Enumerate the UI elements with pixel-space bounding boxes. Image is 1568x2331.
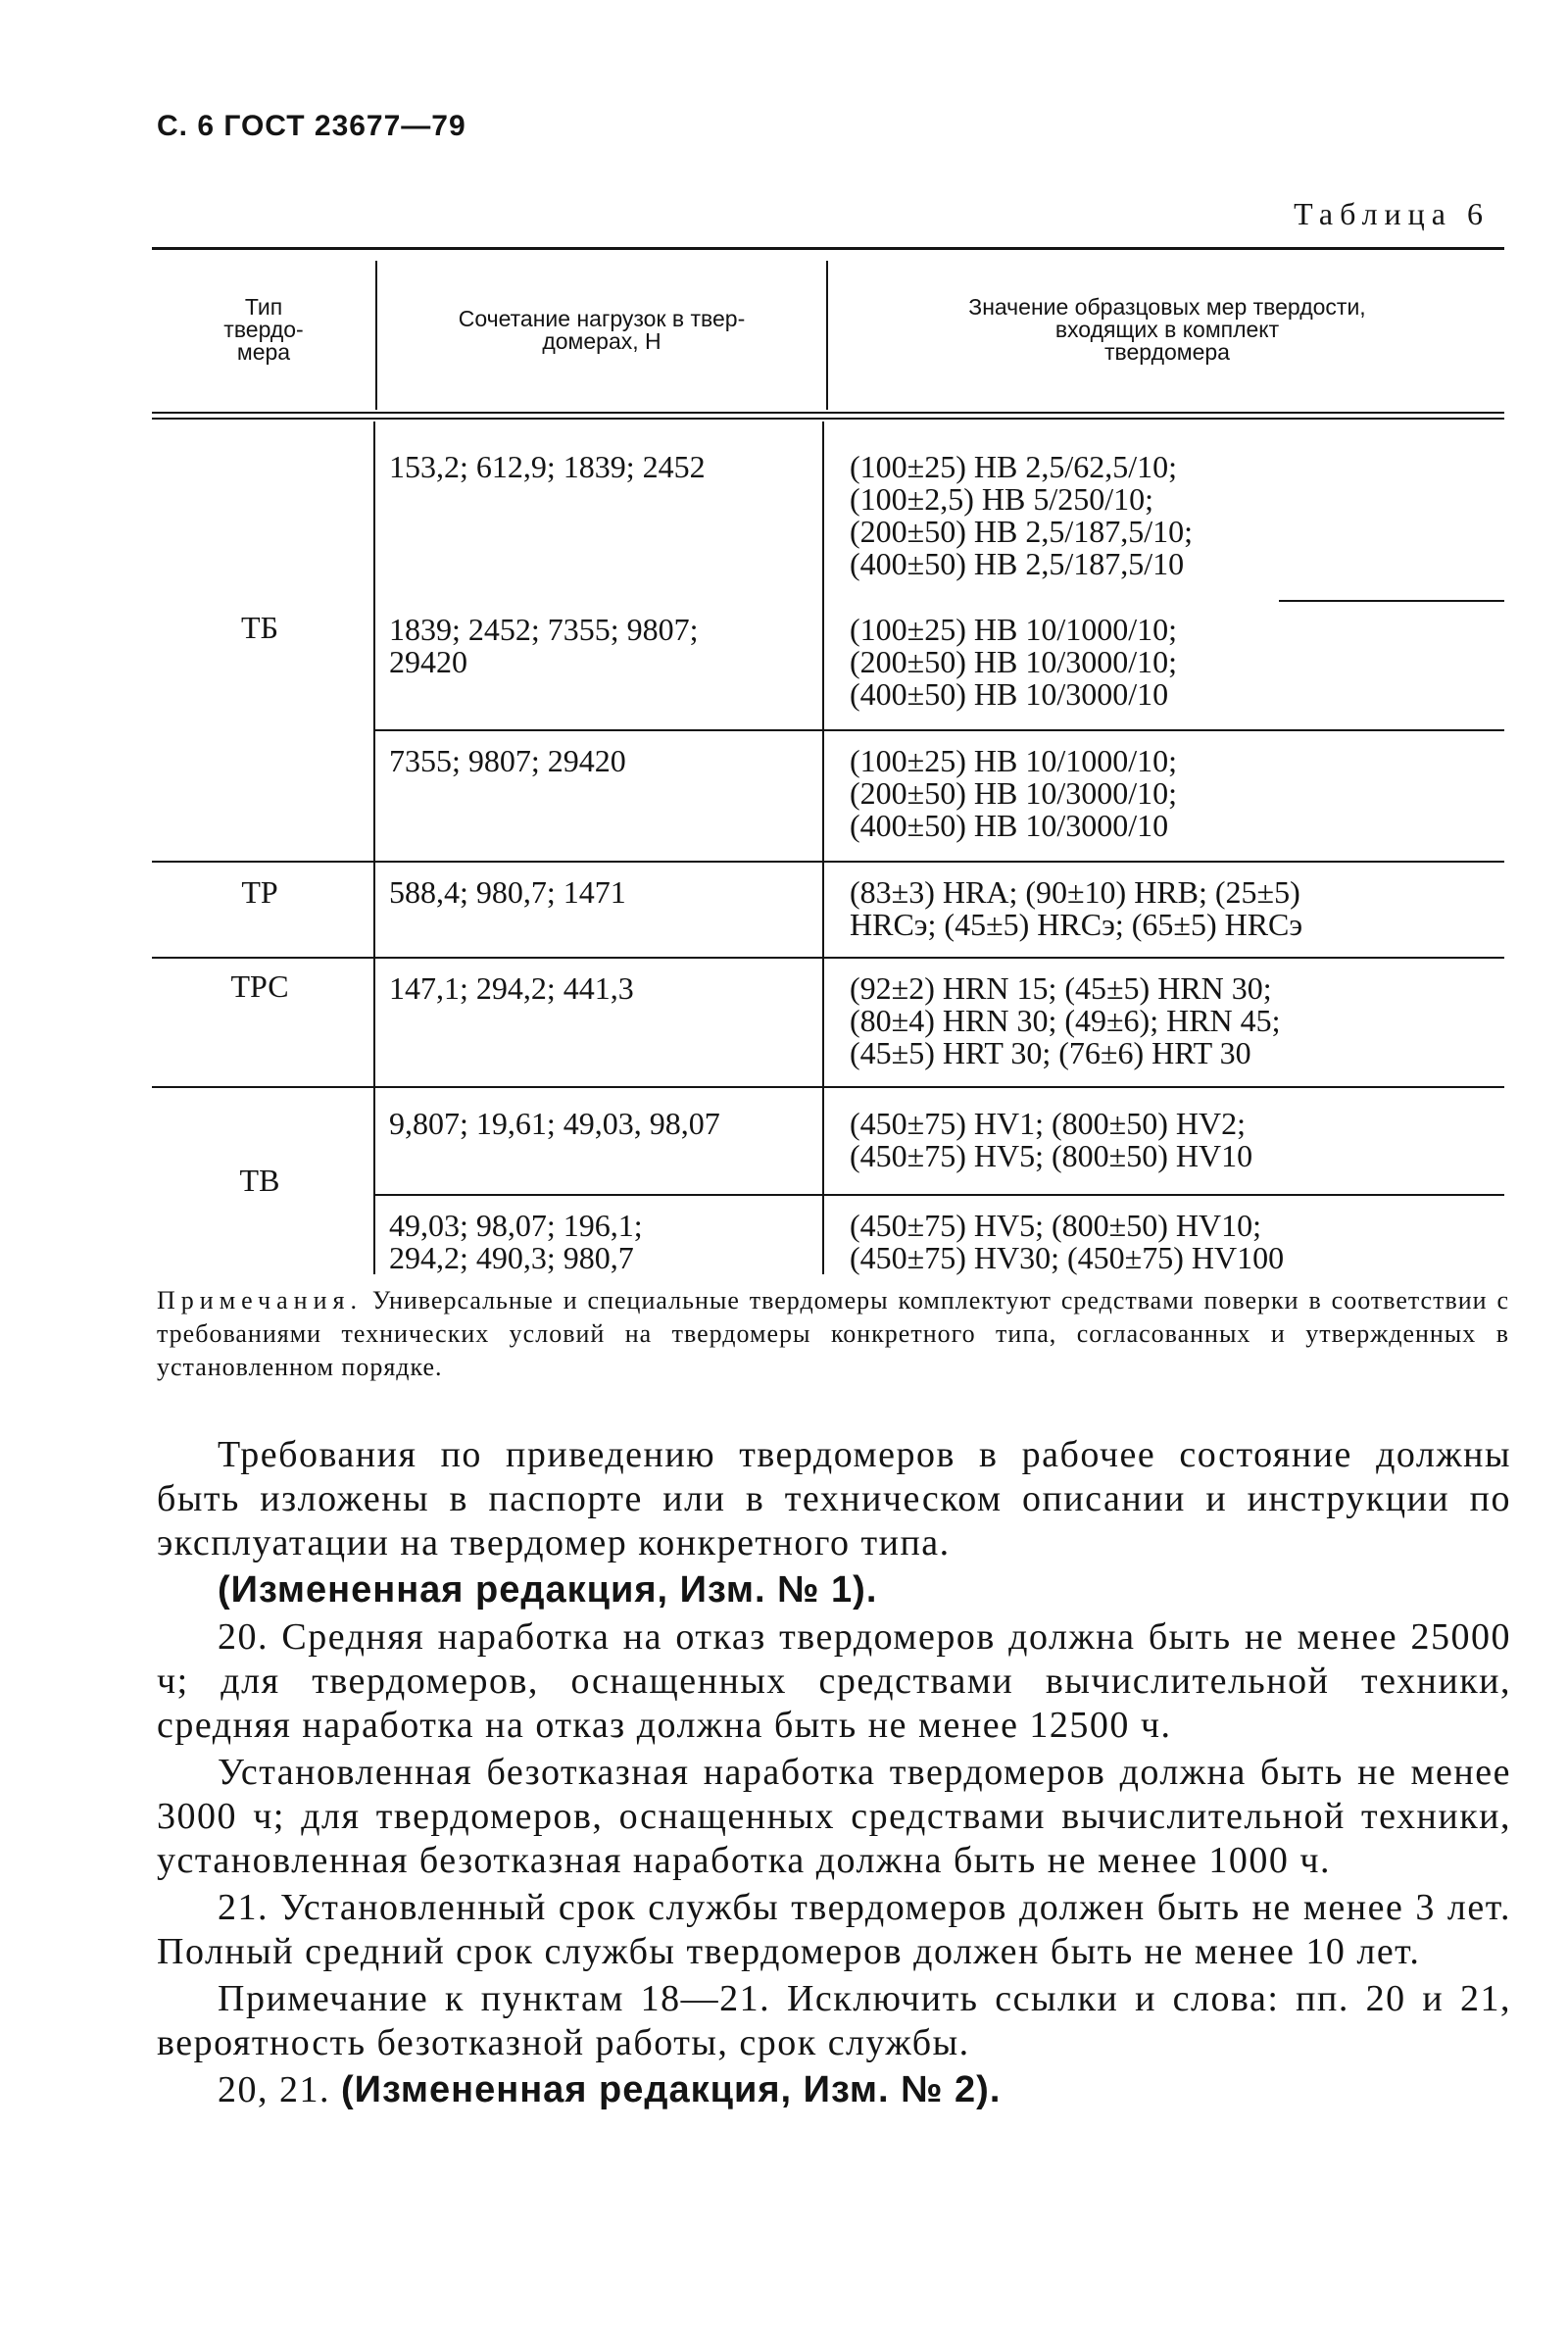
loads-tb-3: 7355; 9807; 29420	[389, 743, 626, 778]
body-text	[157, 1433, 1511, 2115]
col-header-loads: Сочетание нагрузок в твер- домерах, Н	[458, 306, 746, 354]
row-sep-trs-tv	[152, 1086, 1504, 1088]
col-divider-1	[375, 261, 377, 410]
notes-lead: Примечания.	[157, 1286, 363, 1314]
table-caption: Таблица 6	[1294, 196, 1490, 231]
amendment-note-2	[157, 2068, 1511, 2112]
amendment-2-number: 20, 21.	[218, 2069, 330, 2110]
row-sep-tb2	[373, 729, 1504, 731]
paragraph-21: 21. Установленный срок службы твердомеров должен быть не менее 3 лет. Полный средний срок службы твердомеров должен быть не менее 10 лет.	[157, 1887, 1511, 1972]
values-trs-1: (92±2) HRN 15; (45±5) HRN 30; (80±4) HRN 30; (49±6); HRN 45; (45±5) HRT 30; (76±6) HRT 30	[850, 970, 1281, 1070]
type-tr: ТР	[241, 874, 278, 910]
paragraph-20-cont: Установленная безотказная наработка твердомеров должна быть не менее 3000 ч; для твердомеров, оснащенных средствами вычислительной техники, установленная безотказная наработка должна быть не менее 1000 ч.	[157, 1752, 1511, 1881]
row-sep-tb-tr	[152, 861, 1504, 863]
amendment-2-text: (Измененная редакция, Изм. № 2).	[341, 2069, 1002, 2110]
loads-tv-2: 49,03; 98,07; 196,1; 294,2; 490,3; 980,7	[389, 1208, 643, 1275]
header-rule-2	[152, 418, 1504, 420]
amendment-note-1	[157, 1568, 1511, 1612]
note-18-21: Примечание к пунктам 18—21. Исключить ссылки и слова: пп. 20 и 21, вероятность безотказной работы, срок службы.	[157, 1978, 1511, 2063]
page-header: С. 6 ГОСТ 23677—79	[157, 110, 466, 142]
notes-text: Универсальные и специальные твердомеры комплектуют средствами поверки в соответствии с требованиями технических условий на твердомеры конкретного типа, согласованных и утвержденных в установленном порядке.	[157, 1286, 1509, 1381]
values-tv-2: (450±75) HV5; (800±50) HV10; (450±75) HV30; (450±75) HV100	[850, 1208, 1285, 1275]
type-trs: ТРС	[230, 968, 289, 1004]
paragraph-20: 20. Средняя наработка на отказ твердомеров должна быть не менее 25000 ч; для твердомеров, оснащенных средствами вычислительной техники, средняя наработка на отказ должна быть не менее 12500 ч.	[157, 1616, 1511, 1746]
col-divider-2	[826, 261, 828, 410]
loads-tr-1: 588,4; 980,7; 1471	[389, 874, 626, 910]
header-rule-1	[152, 412, 1504, 414]
hardness-table	[152, 247, 1504, 1276]
loads-tb-1: 153,2; 612,9; 1839; 2452	[389, 449, 706, 484]
col-header-type: Тип твердо- мера	[223, 294, 304, 365]
values-tr-1: (83±3) HRA; (90±10) HRB; (25±5) HRCэ; (45±5) HRCэ; (65±5) HRCэ	[850, 874, 1303, 942]
col-header-values: Значение образцовых мер твердости, входящих в комплект твердомера	[968, 294, 1366, 365]
amendment-1-text: (Измененная редакция, Изм. № 1).	[218, 1569, 878, 1611]
values-tb-2: (100±25) HB 10/1000/10; (200±50) HB 10/3000/10; (400±50) HB 10/3000/10	[850, 612, 1177, 712]
row-sep-tv	[373, 1194, 1504, 1196]
col-divider-2-body	[822, 422, 824, 1274]
values-tb-3: (100±25) HB 10/1000/10; (200±50) HB 10/3000/10; (400±50) HB 10/3000/10	[850, 743, 1177, 843]
values-tb-1: (100±25) HB 2,5/62,5/10; (100±2,5) HB 5/250/10; (200±50) HB 2,5/187,5/10; (400±50) HB 2,5/187,5/10	[850, 449, 1193, 581]
table-top-rule	[152, 247, 1504, 250]
type-tb: ТБ	[241, 610, 278, 645]
loads-tb-2: 1839; 2452; 7355; 9807; 29420	[389, 612, 699, 679]
table-notes	[157, 1284, 1509, 1384]
row-sep-tr-trs	[152, 957, 1504, 959]
row-sep-tb1	[1279, 600, 1504, 602]
paragraph-operation: Требования по приведению твердомеров в рабочее состояние должны быть изложены в паспорте или в техническом описании и инструкции по эксплуатации на твердомер конкретного типа.	[157, 1434, 1511, 1563]
type-tv: ТВ	[239, 1163, 280, 1198]
col-divider-1-body	[373, 422, 375, 1274]
loads-tv-1: 9,807; 19,61; 49,03, 98,07	[389, 1106, 720, 1141]
values-tv-1: (450±75) HV1; (800±50) HV2; (450±75) HV5; (800±50) HV10	[850, 1106, 1253, 1173]
loads-trs-1: 147,1; 294,2; 441,3	[389, 970, 634, 1006]
